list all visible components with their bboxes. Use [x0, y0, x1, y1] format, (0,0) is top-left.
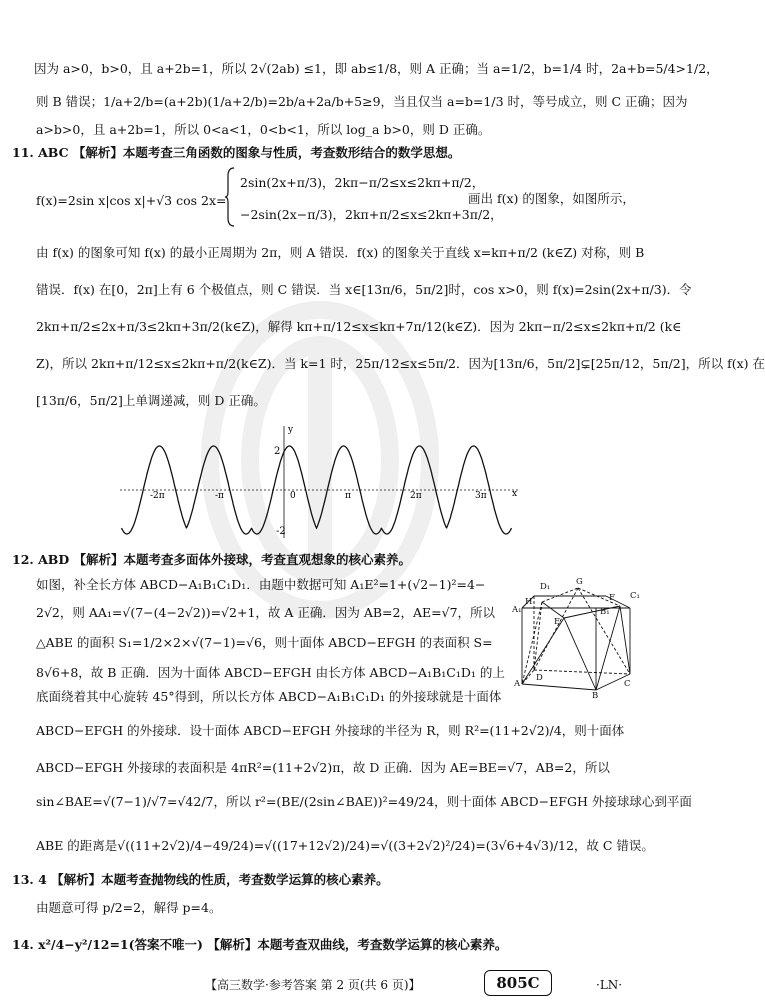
- text-line: 因为 a>0，b>0，且 a+2b=1，所以 2√(2ab) ≤1，即 ab≤1/8，则 A 正确；当 a=1/2，b=1/4 时，2a+b=5/4>1/2，: [34, 61, 719, 76]
- q11-case-2: −2sin(2x−π/3)，2kπ+π/2≤x≤2kπ+3π/2，: [240, 207, 503, 222]
- q11-case-1: 2sin(2x+π/3)，2kπ−π/2≤x≤2kπ+π/2，: [240, 175, 485, 190]
- tick-label: 0: [290, 491, 296, 501]
- q14-heading: 14. x²/4−y²/12=1(答案不唯一) 【解析】本题考查双曲线，考查数学运算的核心素养。: [12, 937, 508, 952]
- text-line: 2kπ+π/2≤2x+π/3≤2kπ+3π/2(k∈Z)，解得 kπ+π/12≤x≤kπ+7π/12(k∈Z)．因为 2kπ−π/2≤x≤2kπ+π/2 (k∈: [36, 319, 682, 334]
- vertex-label: A₁: [512, 605, 522, 615]
- text-line: 则 B 错误；1/a+2/b=(a+2b)(1/a+2/b)=2b/a+2a/b+5≥9，当且仅当 a=b=1/3 时，等号成立，则 C 正确；因为: [36, 94, 688, 109]
- region-mark: ·LN·: [596, 978, 623, 992]
- q13-heading: 13. 4 【解析】本题考查抛物线的性质，考查数学运算的核心素养。: [12, 872, 389, 887]
- text-line: 由题意可得 p/2=2，解得 p=4。: [36, 900, 222, 915]
- text-line: ABCD−EFGH 外接球的表面积是 4πR²=(11+2√2)π，故 D 正确．因为 AE=BE=√7，AB=2，所以: [36, 760, 610, 775]
- tick-y-top: 2: [274, 446, 281, 457]
- vertex-label: E: [554, 617, 561, 627]
- tick-y-bottom: -2: [276, 526, 286, 537]
- x-axis-label: x: [512, 489, 518, 499]
- paper-code-badge: 805C: [484, 970, 552, 996]
- text-line: 如图，补全长方体 ABCD−A₁B₁C₁D₁．由题中数据可知 A₁E²=1+(√2−1)²=4−: [36, 577, 486, 592]
- q11-f-left: f(x)=2sin x|cos x|+√3 cos 2x=: [36, 193, 227, 208]
- function-graph: [110, 420, 540, 540]
- q11-heading: 11. ABC 【解析】本题考查三角函数的图象与性质，考查数形结合的数学思想。: [12, 145, 461, 160]
- tick-label: -π: [215, 491, 224, 501]
- text-line: 2√2，则 AA₁=√(7−(4−2√2))=√2+1，故 A 正确．因为 AB=2，AE=√7，所以: [36, 605, 496, 620]
- tick-label: π: [345, 491, 351, 501]
- text-line: 8√6+8，故 B 正确．因为十面体 ABCD−EFGH 由长方体 ABCD−A₁B₁C₁D₁ 的上: [36, 665, 505, 680]
- vertex-label: D: [536, 673, 543, 683]
- text-line: △ABE 的面积 S₁=1/2×2×√(7−1)=√6，则十面体 ABCD−EFGH 的表面积 S=: [36, 635, 493, 650]
- q12-heading: 12. ABD 【解析】本题考查多面体外接球，考查直观想象的核心素养。: [12, 552, 412, 567]
- tick-label: -2π: [150, 491, 165, 501]
- vertex-label: F: [609, 593, 615, 603]
- vertex-label: D₁: [540, 582, 551, 592]
- vertex-label: B₁: [600, 607, 610, 617]
- vertex-label: H: [525, 597, 533, 607]
- text-line: 错误．f(x) 在[0，2π]上有 6 个极值点，则 C 错误．当 x∈[13π/6，5π/2]时，cos x>0，则 f(x)=2sin(2x+π/3)．令: [36, 282, 692, 297]
- vertex-label: C: [624, 679, 631, 689]
- vertex-label: C₁: [630, 591, 640, 601]
- footer-text: 【高三数学·参考答案 第 2 页(共 6 页)】: [205, 978, 421, 992]
- text-line: ABCD−EFGH 的外接球．设十面体 ABCD−EFGH 外接球的半径为 R，则 R²=(11+2√2)/4，则十面体: [36, 723, 625, 738]
- tick-label: 3π: [475, 491, 487, 501]
- y-axis-label: y: [288, 425, 294, 435]
- vertex-label: A: [514, 679, 521, 689]
- text-line: sin∠BAE=√(7−1)/√7=√42/7，所以 r²=(BE/(2sin∠BAE))²=49/24，则十面体 ABCD−EFGH 外接球球心到平面: [36, 794, 692, 809]
- text-line: ABE 的距离是√((11+2√2)/4−49/24)=√((17+12√2)/24)=√((3+2√2)²/24)=(3√6+4√3)/12，故 C 错误。: [36, 838, 654, 853]
- text-line: 由 f(x) 的图象可知 f(x) 的最小正周期为 2π，则 A 错误．f(x) 的图象关于直线 x=kπ+π/2 (k∈Z) 对称，则 B: [36, 245, 645, 260]
- text-line: a>b>0，且 a+2b=1，所以 0<a<1，0<b<1，所以 log_a b>0，则 D 正确。: [36, 122, 491, 137]
- text-line: Z)，所以 2kπ+π/12≤x≤2kπ+π/2(k∈Z)．当 k=1 时，25π/12≤x≤5π/2．因为[13π/6，5π/2]⊊[25π/12，5π/2]，所以 f(x) 在: [36, 356, 765, 371]
- decahedron-figure: [512, 574, 642, 701]
- left-brace: [224, 166, 236, 228]
- vertex-label: G: [576, 577, 583, 587]
- vertex-label: B: [592, 691, 599, 701]
- tick-label: 2π: [410, 491, 422, 501]
- text-line: 底面绕着其中心旋转 45°得到，所以长方体 ABCD−A₁B₁C₁D₁ 的外接球就是十面体: [36, 689, 502, 704]
- q11-f-right: 画出 f(x) 的图象，如图所示，: [468, 191, 635, 206]
- text-line: [13π/6，5π/2]上单调递减，则 D 正确。: [36, 393, 266, 408]
